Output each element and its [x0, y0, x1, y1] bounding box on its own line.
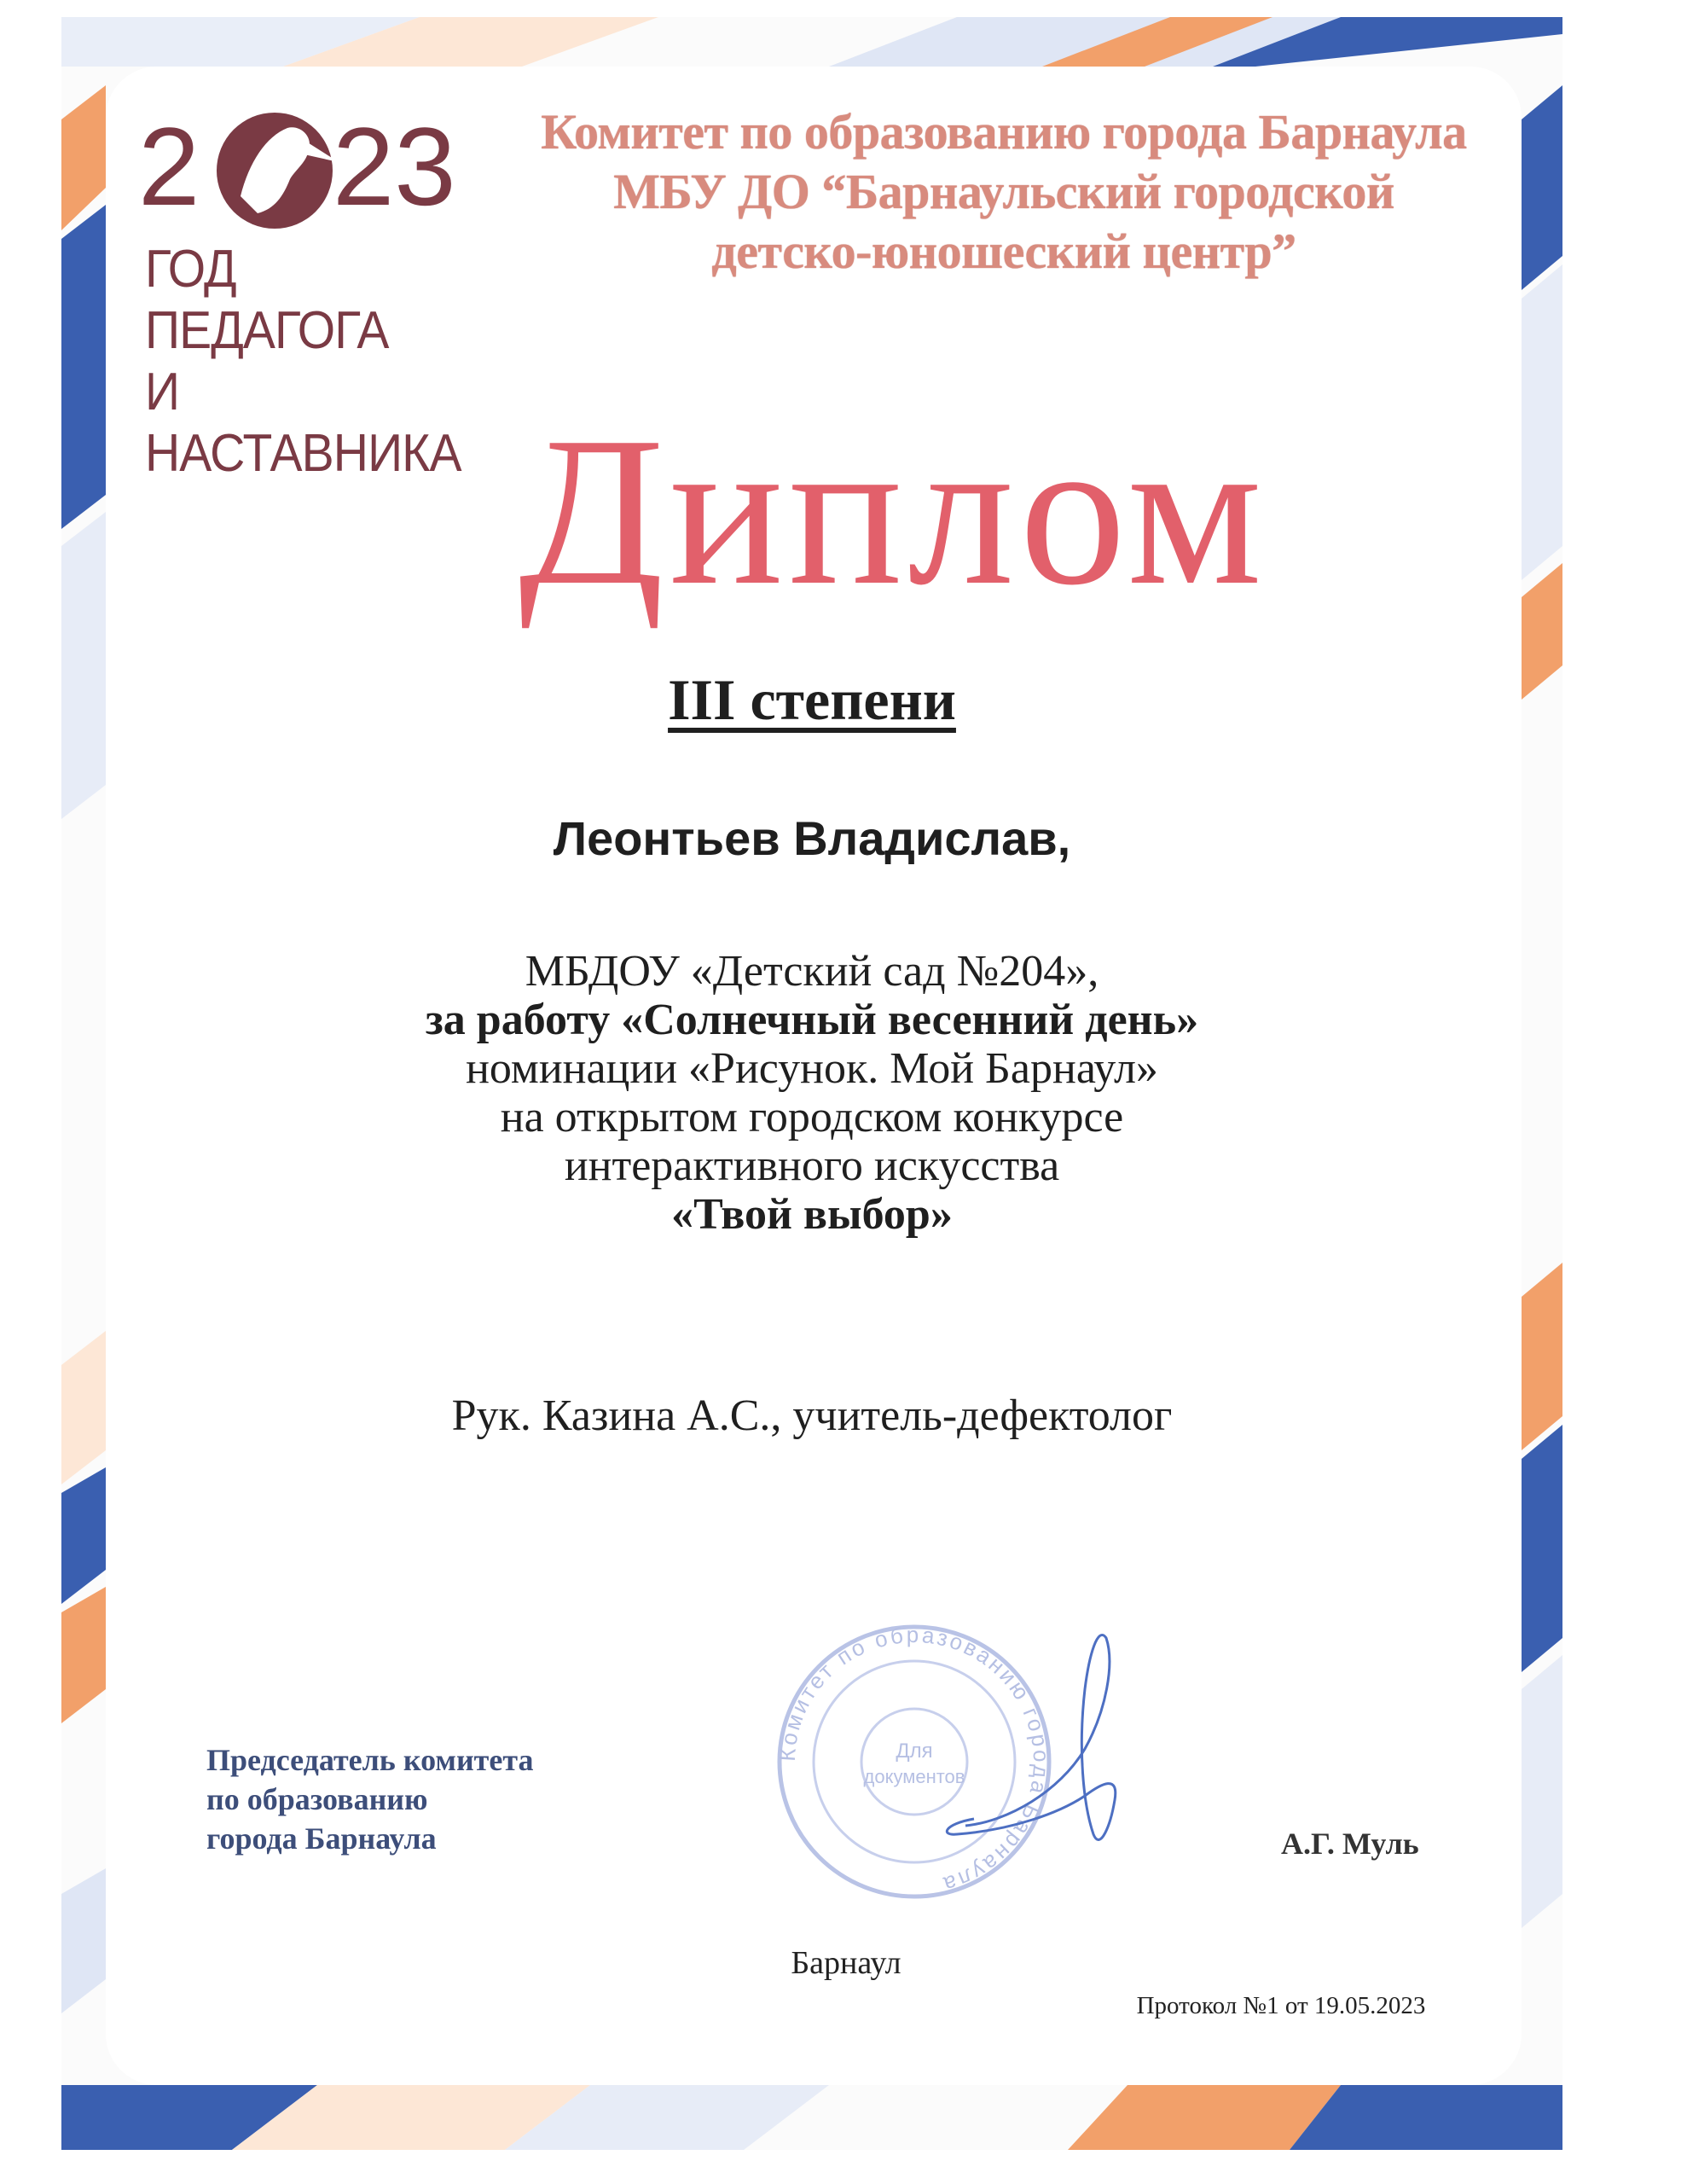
logo-caption-line2: И НАСТАВНИКА — [145, 363, 461, 483]
stamp-center-line1: Для — [896, 1740, 933, 1763]
contest-name: «Твой выбор» — [671, 1190, 953, 1239]
pelican-icon — [138, 102, 496, 230]
protocol: Протокол №1 от 19.05.2023 — [1136, 1992, 1426, 2019]
signatory-name: А.Г. Муль — [1281, 1827, 1419, 1861]
diploma-page — [61, 17, 1562, 2150]
stamp-ring-text: Комитет по образованию города Барнаула — [774, 1621, 1055, 1899]
organization-line3: детско-юношеский центр” — [711, 224, 1296, 279]
year-logo — [138, 102, 462, 483]
degree-text: III степени — [668, 667, 956, 732]
signatory-position-line1: Председатель комитета — [206, 1743, 534, 1777]
supervisor: Рук. Казина А.С., учитель-дефектолог — [451, 1391, 1173, 1440]
signatory-position-line2: по образованию — [206, 1782, 428, 1816]
organization-line1: Комитет по образованию города Барнаула — [541, 104, 1467, 160]
stamp-center-line2: документов — [863, 1766, 965, 1787]
signatory-position-line3: города Барнаула — [206, 1821, 437, 1856]
diploma-title: Диплом — [519, 393, 1267, 630]
svg-text:23: 23 — [333, 104, 456, 229]
signature — [931, 1621, 1153, 1860]
organization-header — [454, 102, 1554, 282]
signatory-position — [206, 1740, 684, 1858]
degree-heading — [61, 665, 1562, 734]
institution: МБДОУ «Детский сад №204», — [525, 947, 1099, 996]
award-details — [61, 947, 1562, 1239]
winner-name: Леонтьев Владислав, — [553, 811, 1071, 865]
nomination: номинации «Рисунок. Мой Барнаул» — [466, 1044, 1158, 1093]
work-title: за работу «Солнечный весенний день» — [425, 996, 1199, 1044]
contest-line1: на открытом городском конкурсе — [500, 1093, 1124, 1141]
organization-line2: МБУ ДО “Барнаульский городской — [613, 164, 1394, 219]
logo-caption-line1: ГОД ПЕДАГОГА — [145, 240, 389, 360]
contest-line2: интерактивного искусства — [564, 1141, 1060, 1190]
city: Барнаул — [791, 1945, 901, 1981]
svg-text:2: 2 — [138, 104, 200, 229]
